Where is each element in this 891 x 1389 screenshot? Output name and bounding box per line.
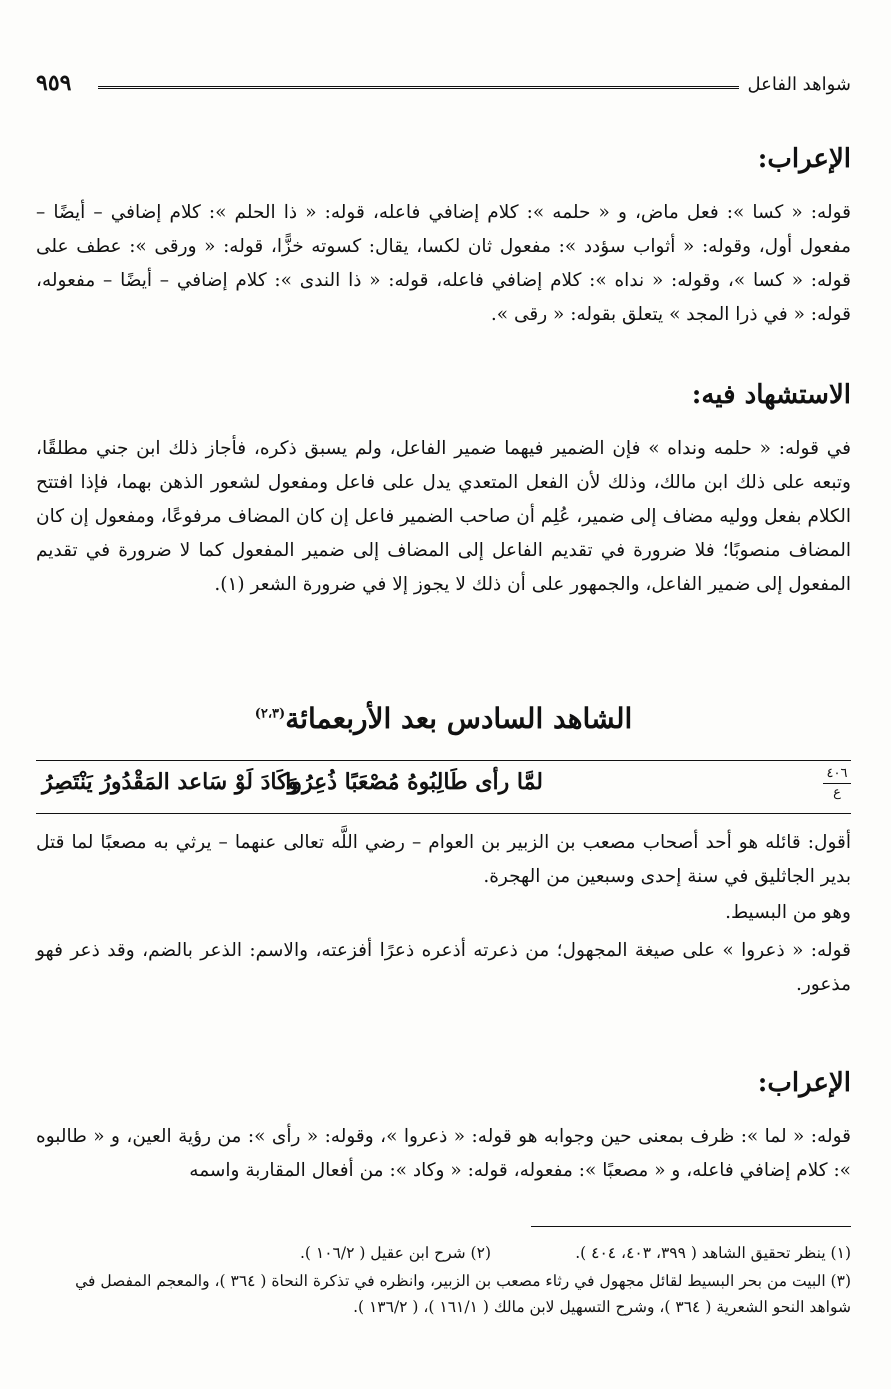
footnote-line-1 [36,1240,851,1268]
shahid-title-text: الشاهد السادس بعد الأربعمائة [285,702,633,735]
footnote-3: (٣) البيت من بحر البسيط لقائل مجهول في رثاء مصعب بن الزبير، وانظره في تذكرة النحاة ( ٣٦٤ )، والمعجم المفصل في شواهد النحو الشعرية ( ٣٦٤ )، وشرح التسهيل لابن مالك ( ١٦١/١ )، ( ١٣٦/٢ ). [75,1272,851,1316]
verse-hemistich-second: وَكَادَ لَوْ سَاعد المَقْدُورُ يَنْتَصِرُ [42,769,299,795]
section-heading-irab-2: الإعراب: [757,1068,851,1098]
footnote-rule [531,1226,851,1227]
verse-number [823,767,851,800]
commentary-author: أقول: قائله هو أحد أصحاب مصعب بن الزبير بن العوام – رضي اللَّه تعالى عنهما – يرثي به مصعبًا لما قتل بدير الجاثليق في سنة إحدى وسبعين من الهجرة. [36,832,851,887]
verse-number-rule [823,783,851,784]
irab-paragraph-2 [36,1120,851,1188]
verse-hemistich-first: لمَّا رأى طَالِبُوهُ مُصْعَبًا ذُعِرُوا [285,769,543,795]
running-title: شواهد الفاعل [747,74,851,95]
footnote-1: (١) ينظر تحقيق الشاهد ( ٣٩٩، ٤٠٣، ٤٠٤ ). [575,1244,851,1262]
page-header [36,70,851,100]
commentary-vocab: قوله: « ذعروا » على صيغة المجهول؛ من ذعرته أذعره ذعرًا أفزعته، والاسم: الذعر بالضم، وقد ذعر فهو مذعور. [36,940,851,995]
verse-meter-mark: ع [833,785,841,800]
commentary-paragraphs [36,826,851,1002]
footnotes [36,1240,851,1320]
section-heading-irab: الإعراب: [757,144,851,174]
header-rule [98,86,739,92]
verse-box [36,760,851,814]
shahid-title-ref: (٢،٣) [254,706,286,722]
istishhad-text: في قوله: « حلمه ونداه » فإن الضمير فيهما ضمير الفاعل، ولم يسبق ذكره، فأجاز ذلك ابن جني مطلقًا، وتبعه على ذلك ابن مالك، وذلك لأن الفعل المتعدي يدل على فاعل ومفعول لشعور الذهن بهما، فإذا افتتح الكلام بفعل ووليه مضاف إلى ضمير، عُلِم أن صاحب الضمير فاعل إن كان المضاف مرفوعًا، ومفعول إن كان المضاف منصوبًا؛ فلا ضرورة في تقديم الفاعل إلى المضاف إلى ضمير المفعول كما لا ضرورة في تقديم المفعول إلى ضمير الفاعل، والجمهور على أن ذلك لا يجوز إلا في ضرورة الشعر (١). [36,438,851,595]
book-page [36,0,851,1389]
istishhad-paragraph [36,432,851,602]
page-number: ٩٥٩ [36,70,72,96]
irab-text-2: قوله: « لما »: ظرف بمعنى حين وجوابه هو قوله: « ذعروا »، وقوله: « رأى »: من رؤية العين، و « طالبوه »: كلام إضافي فاعله، و « مصعبًا »: مفعوله، قوله: « وكاد »: من أفعال المقاربة واسمه [36,1126,851,1181]
commentary-meter: وهو من البسيط. [725,902,851,923]
footnote-2: (٢) شرح ابن عقيل ( ١٠٦/٢ ). [299,1244,491,1262]
irab-paragraph [36,196,851,332]
irab-text: قوله: « كسا »: فعل ماض، و « حلمه »: كلام إضافي فاعله، قوله: « ذا الحلم »: كلام إضافي – أيضًا – مفعول أول، وقوله: « أثواب سؤدد »: مفعول ثان لكسا، يقال: كسوته خزًّا، قوله: « ورقى »: عطف على قوله: « كسا »، وقوله: « نداه »: كلام إضافي فاعله، قوله: « ذا الندى »: كلام إضافي – أيضًا – مفعوله، قوله: « في ذرا المجد » يتعلق بقوله: « رقى ». [36,202,851,325]
section-heading-istishhad: الاستشهاد فيه: [691,380,851,410]
verse-number-value: ٤٠٦ [826,766,848,781]
shahid-title [36,702,851,735]
